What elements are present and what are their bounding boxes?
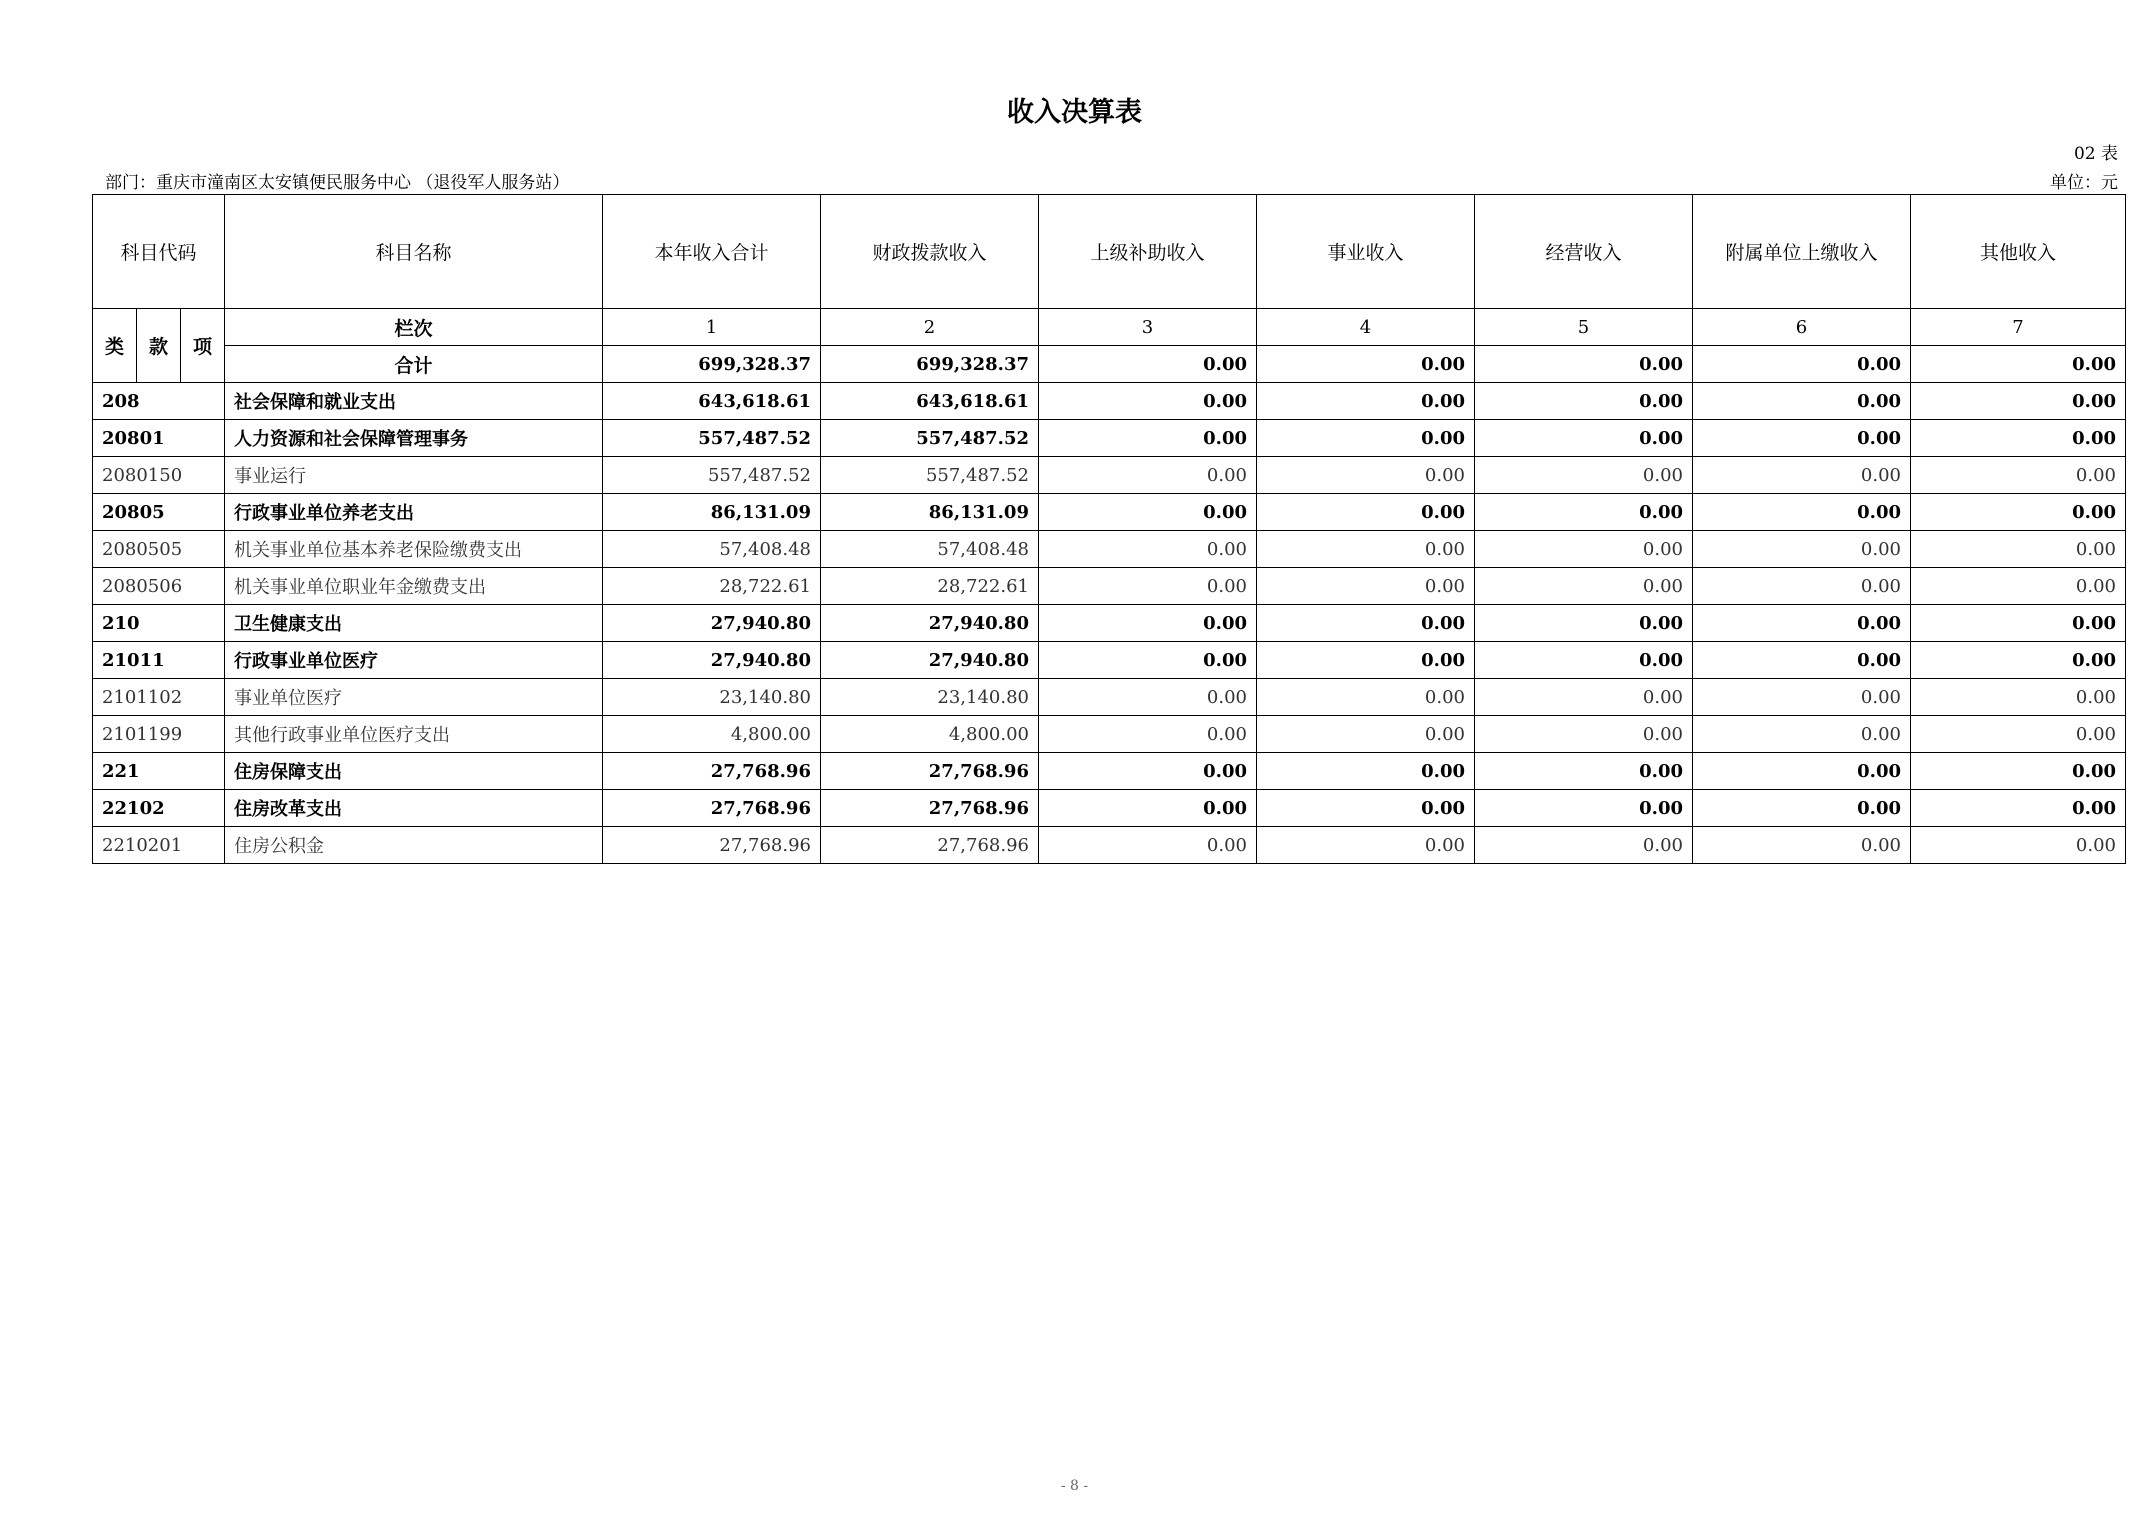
table-row <box>93 716 2126 753</box>
value-cell: 4,800.00 <box>603 716 821 753</box>
value-cell: 0.00 <box>1475 753 1693 790</box>
value-cell: 27,940.80 <box>603 642 821 679</box>
value-cell: 643,618.61 <box>821 383 1039 420</box>
header-col-7: 其他收入 <box>1911 195 2126 309</box>
page-number: - 8 - <box>1060 1478 1089 1494</box>
subject-code: 20805 <box>93 494 225 531</box>
subject-name: 卫生健康支出 <box>225 605 603 642</box>
header-col-5: 经营收入 <box>1475 195 1693 309</box>
value-cell: 0.00 <box>1475 642 1693 679</box>
sub-header-lanci: 栏次 <box>225 309 603 346</box>
value-cell: 0.00 <box>1475 827 1693 864</box>
value-cell: 0.00 <box>1911 642 2126 679</box>
column-number: 4 <box>1257 309 1475 346</box>
value-cell: 4,800.00 <box>821 716 1039 753</box>
value-cell: 557,487.52 <box>603 457 821 494</box>
value-cell: 0.00 <box>1257 494 1475 531</box>
subject-name: 机关事业单位职业年金缴费支出 <box>225 568 603 605</box>
value-cell: 0.00 <box>1693 716 1911 753</box>
table-row <box>93 457 2126 494</box>
value-cell: 0.00 <box>1039 790 1257 827</box>
value-cell: 557,487.52 <box>603 420 821 457</box>
subject-name: 住房公积金 <box>225 827 603 864</box>
table-row <box>93 642 2126 679</box>
value-cell: 0.00 <box>1693 494 1911 531</box>
value-cell: 0.00 <box>1911 716 2126 753</box>
column-number: 3 <box>1039 309 1257 346</box>
subject-name: 行政事业单位养老支出 <box>225 494 603 531</box>
value-cell: 0.00 <box>1911 753 2126 790</box>
subject-code: 2080506 <box>93 568 225 605</box>
header-col-2: 财政拨款收入 <box>821 195 1039 309</box>
value-cell: 23,140.80 <box>603 679 821 716</box>
value-cell: 557,487.52 <box>821 420 1039 457</box>
value-cell: 0.00 <box>1039 827 1257 864</box>
value-cell: 0.00 <box>1693 568 1911 605</box>
subject-name: 住房改革支出 <box>225 790 603 827</box>
income-table <box>92 194 2126 864</box>
column-number: 2 <box>821 309 1039 346</box>
column-number: 1 <box>603 309 821 346</box>
value-cell: 0.00 <box>1039 679 1257 716</box>
subject-code: 208 <box>93 383 225 420</box>
table-row <box>93 383 2126 420</box>
total-value: 0.00 <box>1911 346 2126 383</box>
subject-code: 20801 <box>93 420 225 457</box>
table-row <box>93 420 2126 457</box>
value-cell: 0.00 <box>1475 716 1693 753</box>
value-cell: 0.00 <box>1911 457 2126 494</box>
value-cell: 0.00 <box>1911 827 2126 864</box>
table-row <box>93 679 2126 716</box>
header-code: 科目代码 <box>93 195 225 309</box>
value-cell: 0.00 <box>1257 605 1475 642</box>
value-cell: 0.00 <box>1475 679 1693 716</box>
subject-name: 事业单位医疗 <box>225 679 603 716</box>
subject-name: 人力资源和社会保障管理事务 <box>225 420 603 457</box>
value-cell: 23,140.80 <box>821 679 1039 716</box>
value-cell: 0.00 <box>1257 827 1475 864</box>
form-number: 02 表 <box>2073 144 2118 164</box>
value-cell: 0.00 <box>1039 420 1257 457</box>
total-row <box>93 346 2126 383</box>
value-cell: 0.00 <box>1911 531 2126 568</box>
value-cell: 0.00 <box>1039 531 1257 568</box>
value-cell: 0.00 <box>1475 383 1693 420</box>
sub-header-heji: 合计 <box>225 346 603 383</box>
value-cell: 0.00 <box>1911 568 2126 605</box>
value-cell: 0.00 <box>1693 531 1911 568</box>
value-cell: 0.00 <box>1039 716 1257 753</box>
table-row <box>93 494 2126 531</box>
value-cell: 27,940.80 <box>821 642 1039 679</box>
value-cell: 0.00 <box>1693 642 1911 679</box>
subject-code: 2210201 <box>93 827 225 864</box>
value-cell: 0.00 <box>1911 494 2126 531</box>
header-col-4: 事业收入 <box>1257 195 1475 309</box>
value-cell: 0.00 <box>1039 383 1257 420</box>
value-cell: 0.00 <box>1039 568 1257 605</box>
value-cell: 0.00 <box>1257 790 1475 827</box>
total-value: 0.00 <box>1039 346 1257 383</box>
table-row <box>93 568 2126 605</box>
value-cell: 27,768.96 <box>821 827 1039 864</box>
department-label: 部门：重庆市潼南区太安镇便民服务中心 （退役军人服务站） <box>105 173 570 193</box>
value-cell: 0.00 <box>1693 457 1911 494</box>
subject-code: 2101102 <box>93 679 225 716</box>
value-cell: 27,940.80 <box>603 605 821 642</box>
value-cell: 0.00 <box>1257 383 1475 420</box>
header-col-1: 本年收入合计 <box>603 195 821 309</box>
value-cell: 0.00 <box>1257 753 1475 790</box>
subject-code: 221 <box>93 753 225 790</box>
total-value: 0.00 <box>1475 346 1693 383</box>
table-row <box>93 790 2126 827</box>
column-number: 7 <box>1911 309 2126 346</box>
value-cell: 0.00 <box>1693 790 1911 827</box>
subject-name: 事业运行 <box>225 457 603 494</box>
table-row <box>93 531 2126 568</box>
value-cell: 0.00 <box>1693 605 1911 642</box>
value-cell: 57,408.48 <box>821 531 1039 568</box>
value-cell: 0.00 <box>1475 568 1693 605</box>
value-cell: 27,768.96 <box>821 790 1039 827</box>
value-cell: 643,618.61 <box>603 383 821 420</box>
value-cell: 0.00 <box>1039 494 1257 531</box>
value-cell: 0.00 <box>1039 642 1257 679</box>
total-value: 699,328.37 <box>603 346 821 383</box>
value-cell: 0.00 <box>1257 531 1475 568</box>
value-cell: 0.00 <box>1257 716 1475 753</box>
value-cell: 28,722.61 <box>603 568 821 605</box>
value-cell: 0.00 <box>1257 568 1475 605</box>
value-cell: 86,131.09 <box>821 494 1039 531</box>
column-number-row <box>93 309 2126 346</box>
value-cell: 27,768.96 <box>603 827 821 864</box>
value-cell: 0.00 <box>1475 790 1693 827</box>
value-cell: 0.00 <box>1257 457 1475 494</box>
subject-name: 住房保障支出 <box>225 753 603 790</box>
sub-header-kuan: 款 <box>137 309 181 383</box>
value-cell: 27,940.80 <box>821 605 1039 642</box>
value-cell: 0.00 <box>1257 420 1475 457</box>
table-row <box>93 827 2126 864</box>
value-cell: 0.00 <box>1039 605 1257 642</box>
value-cell: 57,408.48 <box>603 531 821 568</box>
value-cell: 0.00 <box>1693 753 1911 790</box>
value-cell: 0.00 <box>1475 494 1693 531</box>
subject-code: 2080505 <box>93 531 225 568</box>
value-cell: 0.00 <box>1911 605 2126 642</box>
unit-label: 单位：元 <box>2050 173 2118 193</box>
value-cell: 0.00 <box>1475 457 1693 494</box>
value-cell: 0.00 <box>1475 531 1693 568</box>
sub-header-lei: 类 <box>93 309 137 383</box>
value-cell: 0.00 <box>1693 383 1911 420</box>
subject-code: 210 <box>93 605 225 642</box>
subject-name: 社会保障和就业支出 <box>225 383 603 420</box>
subject-code: 2080150 <box>93 457 225 494</box>
value-cell: 0.00 <box>1039 457 1257 494</box>
value-cell: 557,487.52 <box>821 457 1039 494</box>
total-value: 0.00 <box>1257 346 1475 383</box>
table-row <box>93 753 2126 790</box>
page-title: 收入决算表 <box>1007 97 1142 128</box>
subject-name: 其他行政事业单位医疗支出 <box>225 716 603 753</box>
subject-name: 行政事业单位医疗 <box>225 642 603 679</box>
header-row <box>93 195 2126 309</box>
value-cell: 0.00 <box>1911 383 2126 420</box>
header-col-3: 上级补助收入 <box>1039 195 1257 309</box>
value-cell: 0.00 <box>1475 420 1693 457</box>
value-cell: 27,768.96 <box>603 753 821 790</box>
header-col-6: 附属单位上缴收入 <box>1693 195 1911 309</box>
column-number: 5 <box>1475 309 1693 346</box>
subject-code: 21011 <box>93 642 225 679</box>
value-cell: 0.00 <box>1911 679 2126 716</box>
value-cell: 86,131.09 <box>603 494 821 531</box>
value-cell: 0.00 <box>1693 827 1911 864</box>
total-value: 699,328.37 <box>821 346 1039 383</box>
table-row <box>93 605 2126 642</box>
value-cell: 0.00 <box>1039 753 1257 790</box>
value-cell: 28,722.61 <box>821 568 1039 605</box>
value-cell: 0.00 <box>1911 420 2126 457</box>
value-cell: 0.00 <box>1693 679 1911 716</box>
value-cell: 0.00 <box>1475 605 1693 642</box>
subject-code: 22102 <box>93 790 225 827</box>
value-cell: 27,768.96 <box>821 753 1039 790</box>
subject-code: 2101199 <box>93 716 225 753</box>
value-cell: 0.00 <box>1911 790 2126 827</box>
value-cell: 0.00 <box>1693 420 1911 457</box>
value-cell: 27,768.96 <box>603 790 821 827</box>
header-name: 科目名称 <box>225 195 603 309</box>
value-cell: 0.00 <box>1257 642 1475 679</box>
sub-header-xiang: 项 <box>181 309 225 383</box>
subject-name: 机关事业单位基本养老保险缴费支出 <box>225 531 603 568</box>
column-number: 6 <box>1693 309 1911 346</box>
total-value: 0.00 <box>1693 346 1911 383</box>
value-cell: 0.00 <box>1257 679 1475 716</box>
